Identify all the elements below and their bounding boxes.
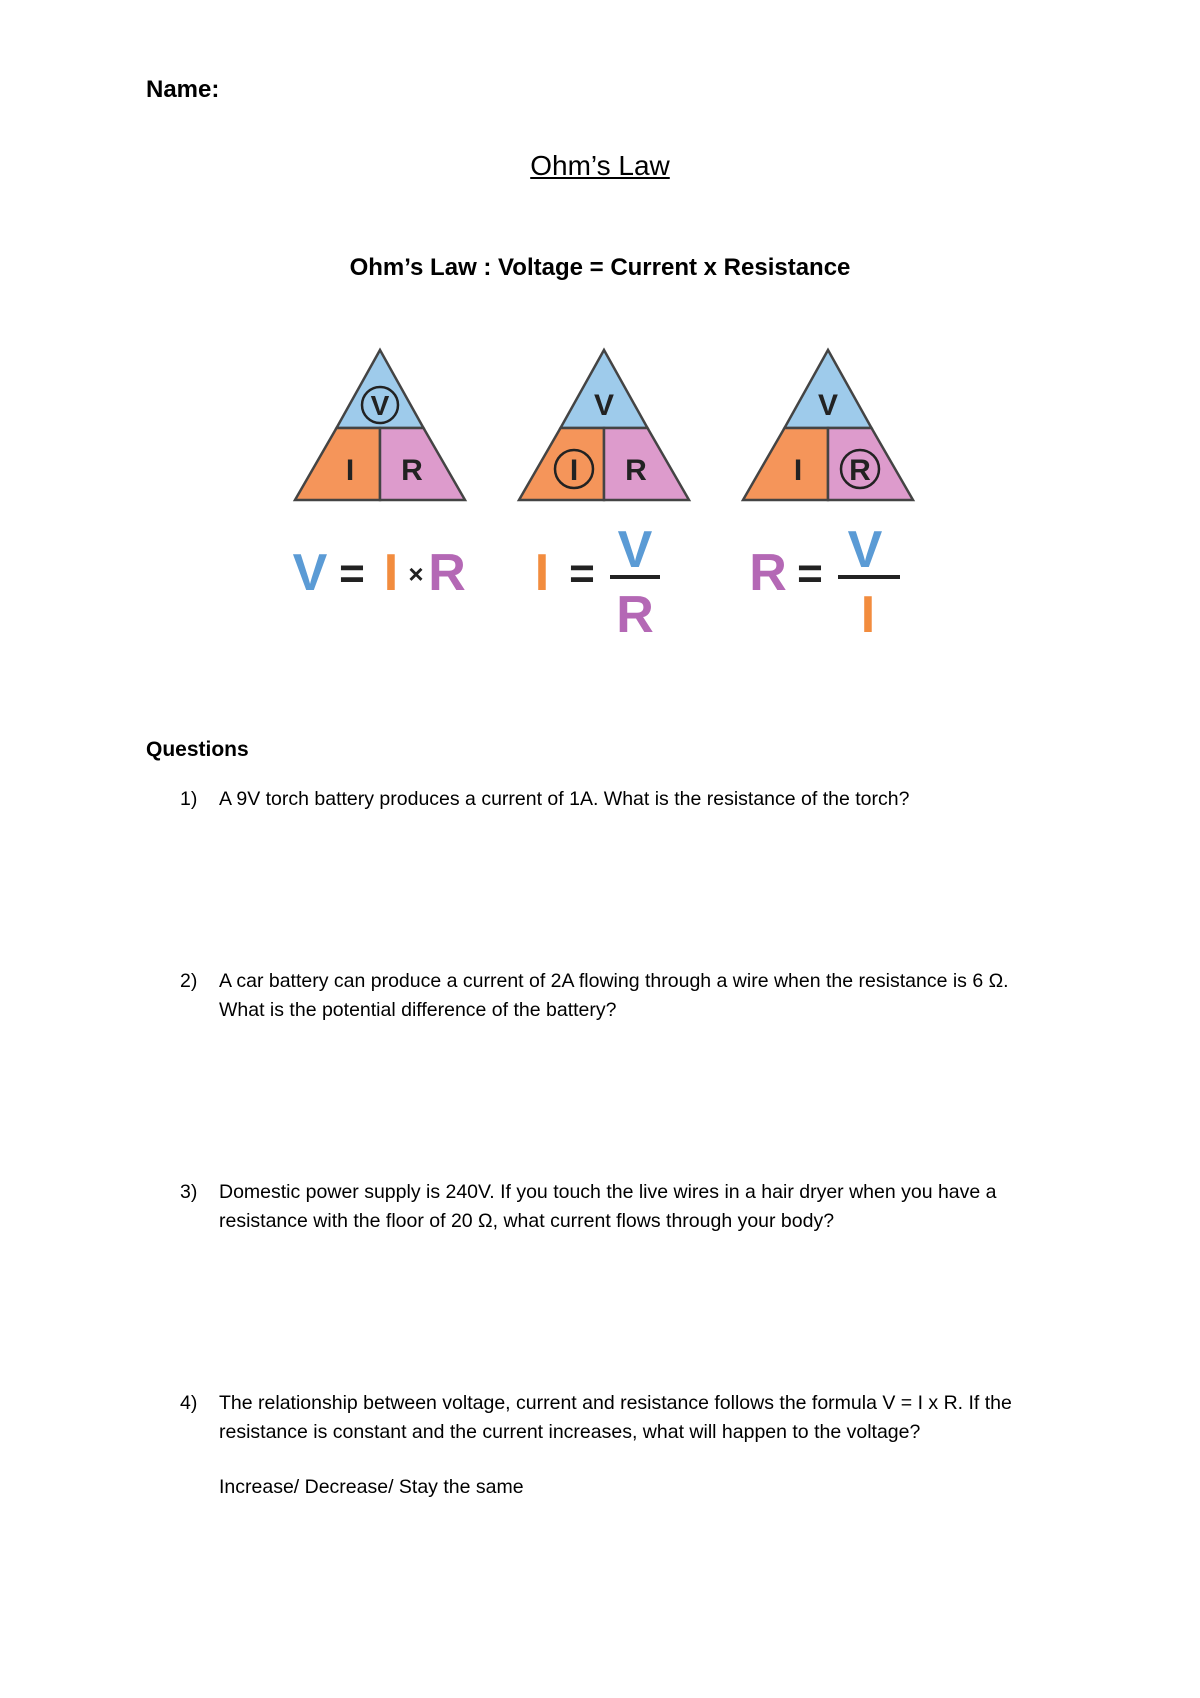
triangle-i [519, 350, 689, 500]
question-text-line: What is the potential difference of the battery? [219, 999, 617, 1021]
formula-r [749, 521, 900, 644]
question-text-line: The relationship between voltage, current and resistance follows the formula V = I x R. If the [219, 1392, 1012, 1414]
formula-numerator: V [847, 521, 883, 579]
ohms-law-diagram [280, 345, 930, 645]
tri-right-label: R [625, 454, 647, 487]
formula-numerator: V [617, 521, 653, 579]
triangle-v [295, 350, 465, 500]
question-number: 2) [180, 970, 198, 992]
question-number: 1) [180, 788, 198, 810]
question-3 [180, 1178, 1080, 1236]
formula-equals: = [797, 549, 823, 598]
question-text-line: resistance is constant and the current increases, what will happen to the voltage? [219, 1421, 921, 1443]
question-text-line: Domestic power supply is 240V. If you touch the live wires in a hair dryer when you have a [219, 1181, 997, 1203]
formula-times: × [408, 559, 424, 589]
page-title: Ohm’s Law [530, 150, 670, 181]
formula-i [535, 521, 660, 644]
tri-top-label: V [817, 389, 839, 422]
tri-right-label: R [401, 454, 423, 487]
triangle-left-current [295, 428, 380, 500]
formula-denominator: I [860, 586, 876, 644]
question-text-line: A 9V torch battery produces a current of 1A. What is the resistance of the torch? [219, 788, 910, 810]
formula-lhs: I [534, 544, 550, 602]
question-1 [180, 785, 1080, 814]
tri-left-label: I [793, 454, 803, 487]
tri-top-label: V [370, 390, 390, 421]
tri-left-label: I [569, 454, 579, 487]
formula-equals: = [569, 549, 595, 598]
tri-right-label: R [849, 454, 871, 487]
formula-current: I [383, 544, 399, 602]
question-4 [180, 1389, 1080, 1447]
law-statement: Ohm’s Law : Voltage = Current x Resistance [349, 254, 851, 281]
formula-lhs: R [749, 544, 787, 602]
question-text-line: resistance with the floor of 20 Ω, what current flows through your body? [219, 1210, 835, 1232]
formula-lhs: V [292, 544, 328, 602]
question-2 [180, 967, 1080, 1025]
questions-heading: Questions [146, 738, 249, 761]
name-label: Name: [146, 76, 220, 103]
tri-top-label: V [593, 389, 615, 422]
answer-options: Increase/ Decrease/ Stay the same [219, 1476, 524, 1498]
triangle-left-current [743, 428, 828, 500]
question-number: 3) [180, 1181, 198, 1203]
question-text-line: A car battery can produce a current of 2A flowing through a wire when the resistance is 6 Ω. [219, 970, 1009, 992]
tri-left-label: I [345, 454, 355, 487]
question-number: 4) [180, 1392, 198, 1414]
formula-denominator: R [616, 586, 654, 644]
triangle-r [743, 350, 913, 500]
formula-v [293, 544, 466, 602]
formula-resistance: R [428, 544, 466, 602]
formula-equals: = [339, 549, 365, 598]
